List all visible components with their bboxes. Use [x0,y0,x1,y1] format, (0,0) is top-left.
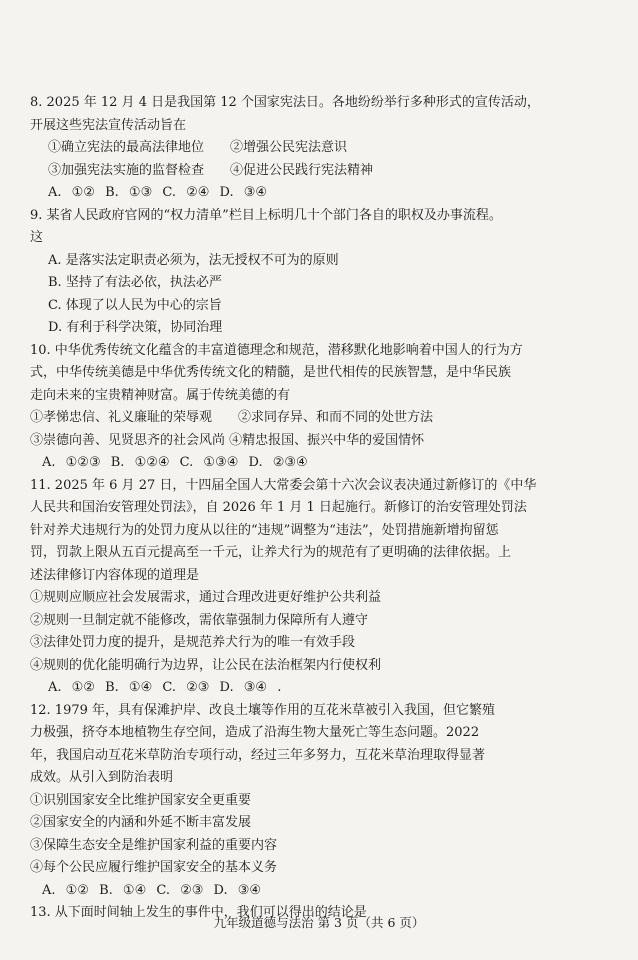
answer-options: A. ①② B. ①④ C. ②③ D. ③④ [42,882,262,898]
question-10 [30,340,608,475]
option-d: D. 有利于科学决策，协同治理 [48,320,223,335]
question-stem: 成效。从引入到防治表明 [30,770,174,785]
statement-line: ④规则的优化能明确行为边界，让公民在法治框架内行使权利 [30,657,382,673]
option-a: A. 是落实法定职责必须为，法无授权不可为的原则 [48,252,339,268]
statement-line: ①识别国家安全比维护国家安全更重要 [30,792,252,808]
question-stem: 针对养犬违规行为的处罚力度从以往的“违规”调整为“违法”，处罚措施新增拘留惩 [30,522,499,538]
question-12 [30,700,608,903]
page-footer: 九年级道德与法治 第 3 页（共 6 页） [213,915,425,930]
option-c: C. 体现了以人民为中心的宗旨 [48,297,222,313]
question-stem: 走向未来的宝贵精神财富。属于传统美德的有 [30,387,291,403]
question-stem: 开展这些宪法宣传活动旨在 [30,117,187,133]
statement-line: ②规则一旦制定就不能修改，需依靠强制力保障所有人遵守 [30,612,369,628]
statement-line: ③崇德向善、见贤思齐的社会风尚 ④精忠报国、振兴中华的爱国情怀 [30,432,425,448]
question-stem: 10. 中华优秀传统文化蕴含的丰富道德理念和规范，潜移默化地影响着中国人的行为方 [30,342,523,358]
question-stem: 式，中华传统美德是中华优秀传统文化的精髓，是世代相传的民族智慧，是中华民族 [30,365,512,380]
statement-line: ③法律处罚力度的提升，是规范养犬行为的唯一有效手段 [30,635,356,650]
question-stem: 11. 2025 年 6 月 27 日，十四届全国人大常委会第十六次会议表决通过新修订的《中华 [30,477,537,493]
question-stem: 罚，罚款上限从五百元提高至一千元，让养犬行为的规范有了更明确的法律依据。上 [30,545,512,560]
statement-line: ④每个公民应履行维护国家安全的基本义务 [30,860,278,875]
question-stem: 12. 1979 年，具有保滩护岸、改良土壤等作用的互花米草被引入我国，但它繁殖 [30,702,496,718]
statement-line: ①确立宪法的最高法律地位 ②增强公民宪法意识 [48,140,348,155]
statement-line: ②国家安全的内涵和外延不断丰富发展 [30,815,252,830]
answer-options: A. ①② B. ①③ C. ②④ D. ③④ [48,185,268,200]
question-8 [30,92,608,205]
statement-line: ①孝悌忠信、礼义廉耻的荣辱观 ②求同存异、和而不同的处世方法 [30,410,434,425]
question-stem: 这 [30,230,44,245]
question-stem: 8. 2025 年 12 月 4 日是我国第 12 个国家宪法日。各地纷纷举行多种形式的宣传活动， [30,95,540,110]
question-stem: 力极强，挤夺本地植物生存空间，造成了沿海生物大量死亡等生态问题。2022 [30,725,480,740]
question-11 [30,475,608,700]
statement-line: ③加强宪法实施的监督检查 ④促进公民践行宪法精神 [48,162,374,178]
question-stem: 9. 某省人民政府官网的“权力清单”栏目上标明几十个部门各自的职权及办事流程。 [30,207,502,223]
question-stem: 人民共和国治安管理处罚法》，自 2026 年 1 月 1 日起施行。新修订的治安管理处罚法 [30,500,527,515]
answer-options: A. ①②③ B. ①②④ C. ①③④ D. ②③④ [42,455,308,470]
question-stem: 述法律修订内容体现的道理是 [30,567,200,583]
option-b: B. 坚持了有法必依，执法必严 [48,275,222,290]
question-9 [30,205,608,340]
statement-line: ③保障生态安全是维护国家利益的重要内容 [30,837,278,853]
answer-options: A. ①② B. ①④ C. ②③ D. ③④ . [48,680,282,695]
question-stem: 13. 从下面时间轴上发生的事件中，我们可以得出的结论是 [30,905,367,920]
statement-line: ①规则应顺应社会发展需求，通过合理改进更好维护公共利益 [30,590,382,605]
question-stem: 年，我国启动互花米草防治专项行动，经过三年多努力，互花米草治理取得显著 [30,747,486,763]
